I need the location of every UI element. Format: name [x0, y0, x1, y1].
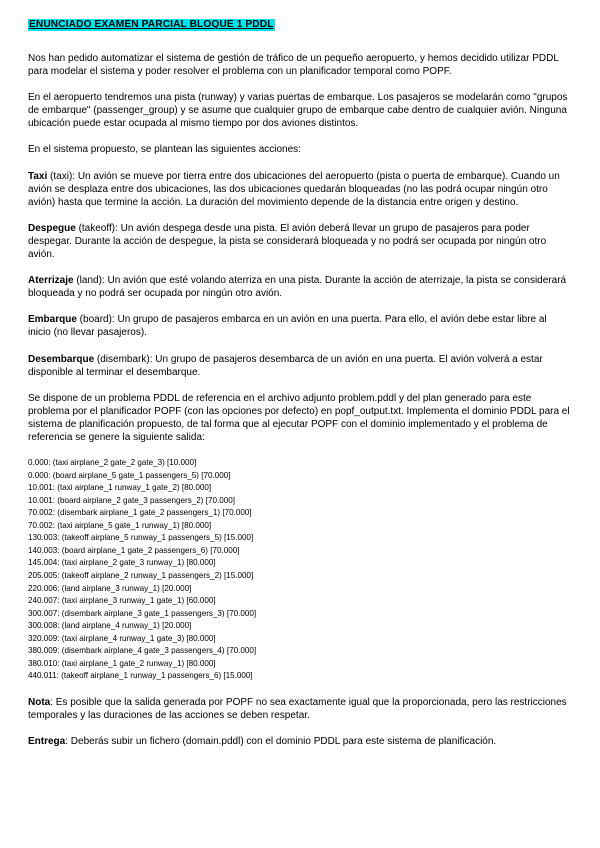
delivery-text: : Deberás subir un fichero (domain.pddl) con el dominio PDDL para este sistema de planificación.: [65, 736, 497, 748]
plan-line: 440.011: (takeoff airplane_1 runway_1 passengers_6) [15.000]: [28, 671, 253, 681]
plan-line: 140.003: (board airplane_1 gate_2 passengers_6) [70.000]: [28, 545, 240, 555]
plan-line: 10.001: (board airplane_2 gate_3 passengers_2) [70.000]: [28, 495, 235, 505]
plan-line: 0.000: (board airplane_5 gate_1 passengers_5) [70.000]: [28, 470, 231, 480]
intro-paragraph-3: En el sistema propuesto, se plantean las siguientes acciones:: [28, 144, 301, 156]
delivery-paragraph: [28, 735, 572, 748]
plan-line: 380.010: (taxi airplane_1 gate_2 runway_1) [80.000]: [28, 658, 216, 668]
plan-line: 220.006: (land airplane_3 runway_1) [20.000]: [28, 583, 192, 593]
plan-line: 0.000: (taxi airplane_2 gate_2 gate_3) [10.000]: [28, 458, 197, 468]
action-land: [28, 274, 572, 300]
plan-line: 380.009: (disembark airplane_4 gate_3 passengers_4) [70.000]: [28, 646, 257, 656]
plan-line: 320.009: (taxi airplane_4 runway_1 gate_3) [80.000]: [28, 633, 216, 643]
plan-output: [28, 457, 572, 683]
problem-paragraph: Se dispone de un problema PDDL de referencia en el archivo adjunto problem.pddl y del plan generado para este problema por el planificador POPF (con las opciones por defecto) en popf_output.txt. Implementa el dominio PDDL para el sistema de planificación propuesto, de tal forma que al ejecutar POPF con el dominio implementado y el problema de referencia se genere la siguiente salida:: [28, 392, 570, 443]
action-description: (land): Un avión que esté volando aterriza en una pista. Durante la acción de aterrizaje, la pista se considerará bloqueada y no podrá ser ocupada por ningún otro avión.: [28, 275, 567, 300]
action-taxi: [28, 170, 572, 209]
action-term: Taxi: [28, 170, 48, 182]
action-board: [28, 313, 572, 339]
plan-line: 300.008: (land airplane_4 runway_1) [20.000]: [28, 621, 192, 631]
action-description: (takeoff): Un avión despega desde una pista. El avión deberá llevar un grupo de pasajeros para poder despegar. Durante la acción de despegue, la pista se considerará bloqueada y no podrá ser ocupada por ningún otro avión.: [28, 222, 547, 261]
action-term: Aterrizaje: [28, 275, 74, 287]
document-title: ENUNCIADO EXAMEN PARCIAL BLOQUE 1 PDDL: [29, 19, 274, 30]
intro-paragraph-1: Nos han pedido automatizar el sistema de gestión de tráfico de un pequeño aeropuerto, y hemos decidido utilizar PDDL para modelar el sistema y poder resolver el problema con un planificador temporal como POPF.: [28, 53, 559, 78]
note-term: Nota: [28, 696, 51, 708]
action-description: (taxi): Un avión se mueve por tierra entre dos ubicaciones del aeropuerto (pista o puerta de embarque). Cuando un avión se desplaza entre dos ubicaciones, las dos ubicaciones quedarán bloqueadas (no las podrá ocupar ningún otro avión) hasta que termine la acción. La duración del movimiento depende de la distancia entre origen y destino.: [28, 170, 560, 208]
note-paragraph: [28, 696, 572, 722]
plan-line: 130.003: (takeoff airplane_5 runway_1 passengers_5) [15.000]: [28, 533, 254, 543]
action-description: (board): Un grupo de pasajeros embarca en un avión en una puerta. Para ello, el avión debe estar libre al inicio (no llevar pasajeros).: [28, 314, 547, 339]
plan-line: 70.002: (taxi airplane_5 gate_1 runway_1) [80.000]: [28, 520, 212, 530]
action-takeoff: [28, 222, 572, 261]
action-description: (disembark): Un grupo de pasajeros desembarca de un avión en una puerta. El avión volverá a estar disponible al terminar el desembarque.: [28, 353, 543, 378]
action-term: Desembarque: [28, 353, 95, 365]
action-disembark: [28, 353, 572, 379]
plan-line: 240.007: (taxi airplane_3 runway_1 gate_1) [60.000]: [28, 596, 216, 606]
note-text: : Es posible que la salida generada por POPF no sea exactamente igual que la proporcionada, pero las restricciones temporales y las duraciones de las acciones se deben respetar.: [28, 696, 567, 721]
plan-line: 300.007: (disembark airplane_3 gate_1 passengers_3) [70.000]: [28, 608, 257, 618]
intro-paragraph-2: En el aeropuerto tendremos una pista (runway) y varias puertas de embarque. Los pasajeros se modelarán como "grupos de embarque" (passenger_group) y se asume que cualquier grupo de embarque cabe dentro de cualquier avión. Ninguna ubicación puede estar ocupada al mismo tiempo por dos aviones distintos.: [28, 92, 568, 130]
delivery-term: Entrega: [28, 736, 66, 748]
action-term: Despegue: [28, 222, 76, 234]
plan-line: 10.001: (taxi airplane_1 runway_1 gate_2) [80.000]: [28, 483, 212, 493]
plan-line: 205.005: (takeoff airplane_2 runway_1 passengers_2) [15.000]: [28, 570, 254, 580]
plan-line: 70.002: (disembark airplane_1 gate_2 passengers_1) [70.000]: [28, 508, 252, 518]
action-term: Embarque: [28, 314, 77, 326]
plan-line: 145.004: (taxi airplane_2 gate_3 runway_1) [80.000]: [28, 558, 216, 568]
